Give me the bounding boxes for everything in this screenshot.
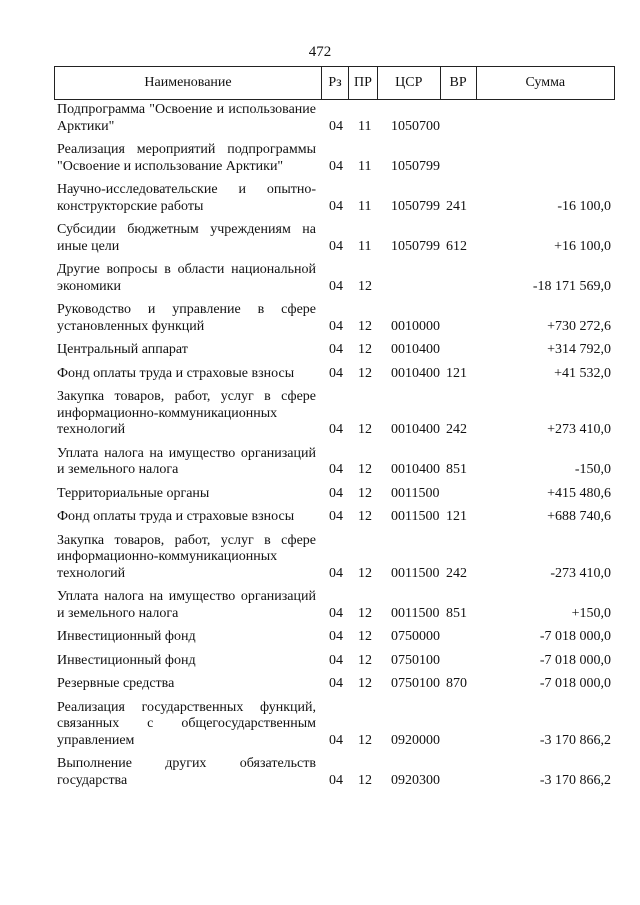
row-rz: 04 bbox=[329, 278, 343, 294]
row-sum: +150,0 bbox=[571, 605, 611, 621]
row-pr: 12 bbox=[358, 509, 372, 524]
row-sum: -7 018 000,0 bbox=[539, 629, 611, 644]
row-sum: +16 100,0 bbox=[554, 238, 611, 254]
row-vr: 121 bbox=[446, 365, 467, 381]
row-name: Уплата налога на имущество организаций и земельного налога bbox=[57, 445, 316, 477]
row-name: Подпрограмма "Освоение и использование Арктики" bbox=[57, 102, 316, 134]
row-csr: 0010400 bbox=[391, 422, 440, 437]
row-pr: 12 bbox=[358, 318, 372, 334]
row-rz: 04 bbox=[329, 118, 343, 134]
row-name: Научно-исследовательские и опытно-конструкторские работы bbox=[57, 182, 316, 214]
row-vr: 612 bbox=[446, 238, 467, 254]
table-row bbox=[54, 700, 615, 750]
table-row bbox=[54, 222, 615, 255]
header-pr: ПР bbox=[348, 67, 377, 99]
row-pr: 12 bbox=[358, 485, 372, 501]
row-csr: 0011500 bbox=[391, 605, 440, 621]
row-vr: 851 bbox=[446, 462, 467, 477]
row-csr: 1050799 bbox=[391, 158, 440, 174]
row-sum: -7 018 000,0 bbox=[539, 676, 611, 691]
row-pr: 12 bbox=[358, 732, 372, 748]
row-pr: 11 bbox=[358, 118, 372, 134]
row-name: Резервные средства bbox=[57, 676, 175, 691]
row-pr: 12 bbox=[358, 605, 372, 621]
header-rz: Рз bbox=[321, 67, 348, 99]
table-header bbox=[54, 66, 615, 100]
table-row bbox=[54, 509, 615, 526]
row-csr: 0010000 bbox=[391, 318, 440, 334]
row-sum: -150,0 bbox=[574, 462, 611, 477]
row-rz: 04 bbox=[329, 629, 343, 644]
row-name: Выполнение других обязательств государства bbox=[57, 756, 316, 788]
row-rz: 04 bbox=[329, 158, 343, 174]
row-rz: 04 bbox=[329, 485, 343, 501]
row-sum: +415 480,6 bbox=[547, 485, 611, 501]
row-pr: 11 bbox=[358, 198, 372, 214]
table-row bbox=[54, 533, 615, 583]
row-csr: 0010400 bbox=[391, 365, 440, 381]
row-sum: -18 171 569,0 bbox=[532, 278, 611, 294]
row-vr: 242 bbox=[446, 422, 467, 437]
row-name: Фонд оплаты труда и страховые взносы bbox=[57, 365, 295, 381]
row-rz: 04 bbox=[329, 238, 343, 254]
table-row bbox=[54, 262, 615, 295]
row-csr: 1050700 bbox=[391, 118, 440, 134]
row-name: Закупка товаров, работ, услуг в сфере информационно-коммуникационных технологий bbox=[57, 389, 316, 437]
row-csr: 0010400 bbox=[391, 342, 440, 357]
table-row bbox=[54, 676, 615, 693]
row-csr: 0011500 bbox=[391, 485, 440, 501]
row-sum: +730 272,6 bbox=[547, 318, 611, 334]
table-body bbox=[54, 102, 615, 789]
row-vr: 870 bbox=[446, 676, 467, 691]
table-row bbox=[54, 389, 615, 439]
row-csr: 1050799 bbox=[391, 198, 440, 214]
row-name: Другие вопросы в области национальной экономики bbox=[57, 262, 316, 294]
row-pr: 11 bbox=[358, 238, 372, 254]
row-csr: 1050799 bbox=[391, 238, 440, 254]
row-csr: 0011500 bbox=[391, 509, 440, 524]
table-row bbox=[54, 366, 615, 383]
row-pr: 12 bbox=[358, 365, 372, 381]
row-rz: 04 bbox=[329, 732, 343, 748]
row-rz: 04 bbox=[329, 365, 343, 381]
row-rz: 04 bbox=[329, 422, 343, 437]
row-rz: 04 bbox=[329, 565, 343, 581]
row-sum: -3 170 866,2 bbox=[539, 732, 611, 748]
row-sum: +688 740,6 bbox=[547, 509, 611, 524]
row-pr: 12 bbox=[358, 342, 372, 357]
row-csr: 0011500 bbox=[391, 565, 440, 581]
row-pr: 12 bbox=[358, 676, 372, 691]
row-sum: +314 792,0 bbox=[547, 342, 611, 357]
row-csr: 0750100 bbox=[391, 652, 440, 668]
row-csr: 0750100 bbox=[391, 676, 440, 691]
table-row bbox=[54, 486, 615, 503]
header-sum: Сумма bbox=[476, 67, 615, 99]
row-name: Субсидии бюджетным учреждениям на иные цели bbox=[57, 222, 316, 254]
row-rz: 04 bbox=[329, 318, 343, 334]
row-rz: 04 bbox=[329, 509, 343, 524]
row-pr: 12 bbox=[358, 422, 372, 437]
row-rz: 04 bbox=[329, 198, 343, 214]
row-name: Центральный аппарат bbox=[57, 342, 188, 357]
row-sum: -273 410,0 bbox=[550, 565, 611, 581]
row-name: Реализация мероприятий подпрограммы "Освоение и использование Арктики" bbox=[57, 142, 316, 174]
row-name: Уплата налога на имущество организаций и земельного налога bbox=[57, 589, 316, 621]
row-pr: 11 bbox=[358, 158, 372, 174]
row-name: Фонд оплаты труда и страховые взносы bbox=[57, 509, 295, 524]
row-vr: 851 bbox=[446, 605, 467, 621]
table-row bbox=[54, 102, 615, 135]
table-row bbox=[54, 342, 615, 359]
row-pr: 12 bbox=[358, 565, 372, 581]
row-name: Реализация государственных функций, связанных с общегосударственным управлением bbox=[57, 699, 316, 748]
row-rz: 04 bbox=[329, 652, 343, 668]
table-row bbox=[54, 589, 615, 622]
row-vr: 242 bbox=[446, 565, 467, 581]
header-name: Наименование bbox=[144, 75, 232, 90]
row-pr: 12 bbox=[358, 652, 372, 668]
row-vr: 241 bbox=[446, 198, 467, 214]
table-row bbox=[54, 142, 615, 175]
row-rz: 04 bbox=[329, 772, 343, 788]
row-csr: 0010400 bbox=[391, 462, 440, 477]
row-sum: +41 532,0 bbox=[554, 365, 611, 381]
table-row bbox=[54, 756, 615, 789]
row-csr: 0920300 bbox=[391, 772, 440, 788]
row-name: Закупка товаров, работ, услуг в сфере информационно-коммуникационных технологий bbox=[57, 532, 316, 581]
row-sum: -3 170 866,2 bbox=[539, 772, 611, 788]
table-row bbox=[54, 302, 615, 335]
row-pr: 12 bbox=[358, 772, 372, 788]
row-pr: 12 bbox=[358, 629, 372, 644]
row-name: Инвестиционный фонд bbox=[57, 629, 196, 644]
header-vr: ВР bbox=[440, 67, 476, 99]
row-pr: 12 bbox=[358, 462, 372, 477]
row-sum: +273 410,0 bbox=[547, 422, 611, 437]
row-rz: 04 bbox=[329, 605, 343, 621]
row-name: Руководство и управление в сфере установленных функций bbox=[57, 302, 316, 334]
row-csr: 0750000 bbox=[391, 629, 440, 644]
row-pr: 12 bbox=[358, 278, 372, 294]
budget-table bbox=[54, 66, 615, 789]
row-csr: 0920000 bbox=[391, 732, 440, 748]
row-rz: 04 bbox=[329, 462, 343, 477]
row-sum: -7 018 000,0 bbox=[539, 652, 611, 668]
table-row bbox=[54, 629, 615, 646]
table-row bbox=[54, 182, 615, 215]
row-name: Территориальные органы bbox=[57, 485, 210, 501]
row-rz: 04 bbox=[329, 676, 343, 691]
table-row bbox=[54, 446, 615, 479]
table-row bbox=[54, 653, 615, 670]
header-csr: ЦСР bbox=[377, 67, 440, 99]
row-sum: -16 100,0 bbox=[557, 198, 611, 214]
row-rz: 04 bbox=[329, 342, 343, 357]
page-number: 472 bbox=[308, 44, 332, 60]
row-name: Инвестиционный фонд bbox=[57, 652, 196, 668]
row-vr: 121 bbox=[446, 509, 467, 524]
